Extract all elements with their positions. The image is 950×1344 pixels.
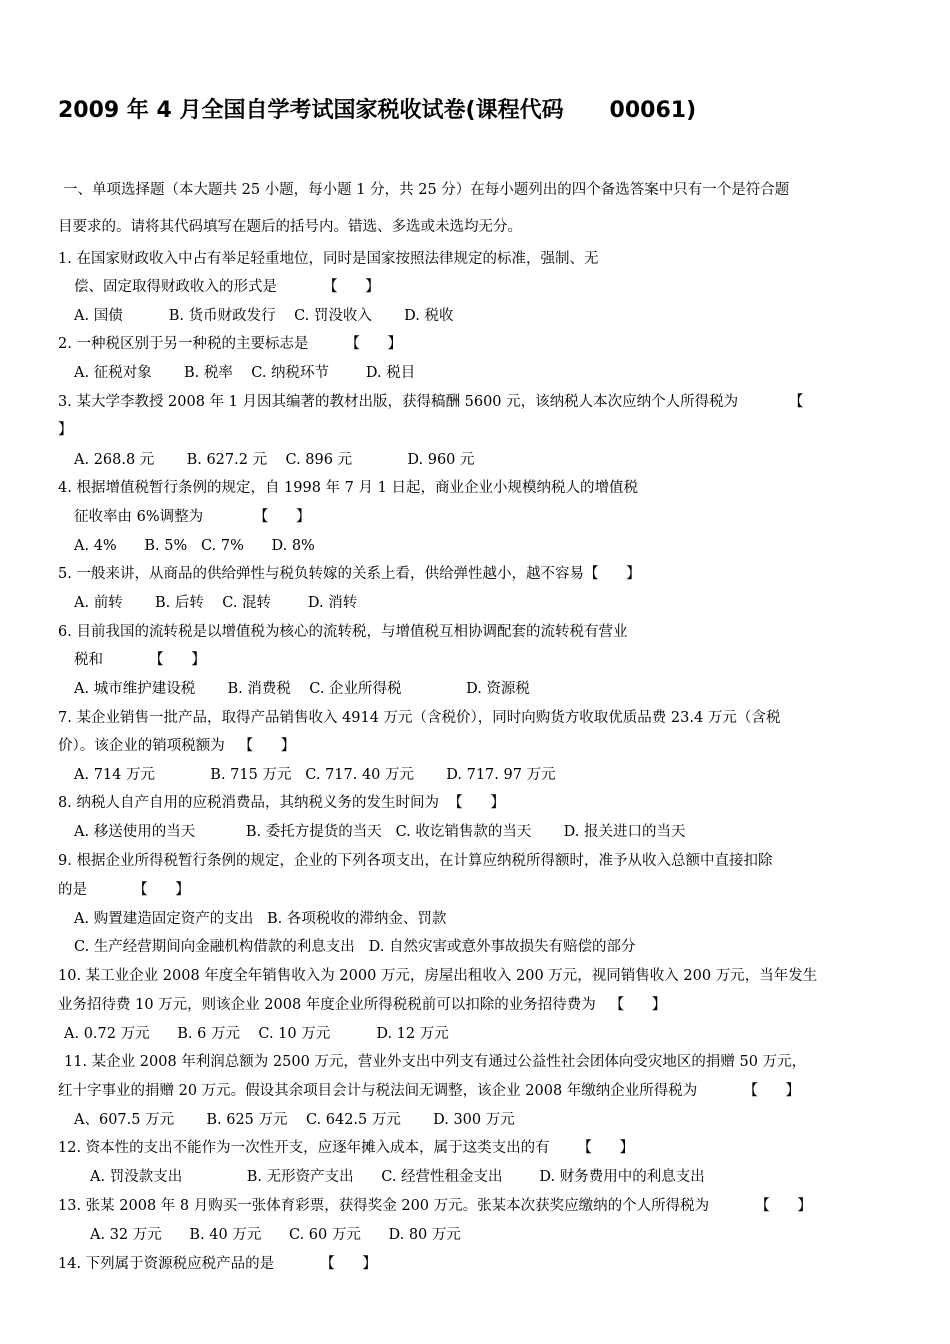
text-line: 2. 一种税区别于另一种税的主要标志是 【 】 (58, 336, 402, 352)
text-line: 4. 根据增值税暂行条例的规定，自 1998 年 7 月 1 日起，商业企业小规模纳税人的增值税 (58, 480, 638, 496)
text-line: A. 罚没款支出 B. 无形资产支出 C. 经营性租金支出 D. 财务费用中的利息支出 (90, 1169, 705, 1185)
text-line: 征收率由 6%调整为 【 】 (74, 509, 311, 525)
text-line: A. 城市维护建设税 B. 消费税 C. 企业所得税 D. 资源税 (74, 681, 530, 697)
text-line: 目要求的。请将其代码填写在题后的括号内。错选、多选或未选均无分。 (58, 219, 522, 235)
text-line: 的是 【 】 (58, 882, 190, 898)
text-line: A. 4% B. 5% C. 7% D. 8% (74, 538, 315, 554)
text-line: A. 国债 B. 货币财政发行 C. 罚没收入 D. 税收 (74, 308, 454, 324)
text-line: A. 32 万元 B. 40 万元 C. 60 万元 D. 80 万元 (90, 1227, 461, 1243)
text-line: 1. 在国家财政收入中占有举足轻重地位，同时是国家按照法律规定的标准，强制、无 (58, 251, 599, 267)
text-line: 11. 某企业 2008 年利润总额为 2500 万元，营业外支出中列支有通过公益性社会团体向受灾地区的捐赠 50 万元， (64, 1054, 807, 1070)
text-line: 偿、固定取得财政收入的形式是 【 】 (74, 279, 380, 295)
text-line: 5. 一般来讲，从商品的供给弹性与税负转嫁的关系上看，供给弹性越小，越不容易【 】 (58, 566, 641, 582)
text-line: C. 生产经营期间向金融机构借款的利息支出 D. 自然灾害或意外事故损失有赔偿的部分 (74, 939, 636, 955)
text-line: A. 714 万元 B. 715 万元 C. 717. 40 万元 D. 717. 97 万元 (74, 767, 556, 783)
text-line: 一、单项选择题（本大题共 25 小题，每小题 1 分，共 25 分）在每小题列出的四个备选答案中只有一个是符合题 (63, 182, 790, 198)
text-line: A. 购置建造固定资产的支出 B. 各项税收的滞纳金、罚款 (74, 911, 447, 927)
text-line: 7. 某企业销售一批产品，取得产品销售收入 4914 万元（含税价），同时向购货方收取优质品费 23.4 万元（含税 (58, 710, 781, 726)
text-line: 3. 某大学李教授 2008 年 1 月因其编著的教材出版，获得稿酬 5600 元，该纳税人本次应纳个人所得税为 【 (58, 394, 804, 410)
text-line: 12. 资本性的支出不能作为一次性开支，应逐年摊入成本，属于这类支出的有 【 】 (58, 1140, 634, 1156)
text-line: 9. 根据企业所得税暂行条例的规定，企业的下列各项支出，在计算应纳税所得额时，准予从收入总额中直接扣除 (58, 853, 773, 869)
text-line: A、607.5 万元 B. 625 万元 C. 642.5 万元 D. 300 万元 (74, 1112, 515, 1128)
text-line: 红十字事业的捐赠 20 万元。假设其余项目会计与税法间无调整，该企业 2008 年缴纳企业所得税为 【 】 (58, 1083, 801, 1099)
text-line: A. 前转 B. 后转 C. 混转 D. 消转 (74, 595, 358, 611)
text-line: 8. 纳税人自产自用的应税消费品，其纳税义务的发生时间为 【 】 (58, 795, 505, 811)
text-line: 价）。该企业的销项税额为 【 】 (58, 738, 296, 754)
text-line: 13. 张某 2008 年 8 月购买一张体育彩票，获得奖金 200 万元。张某本次获奖应缴纳的个人所得税为 【 】 (58, 1198, 812, 1214)
text-line: A. 0.72 万元 B. 6 万元 C. 10 万元 D. 12 万元 (64, 1026, 449, 1042)
text-line: 业务招待费 10 万元，则该企业 2008 年度企业所得税税前可以扣除的业务招待费为 【 】 (58, 997, 667, 1013)
text-line: 6. 目前我国的流转税是以增值税为核心的流转税，与增值税互相协调配套的流转税有营业 (58, 624, 628, 640)
text-line: 10. 某工业企业 2008 年度全年销售收入为 2000 万元，房屋出租收入 200 万元，视同销售收入 200 万元，当年发生 (58, 968, 818, 984)
text-line: 税和 【 】 (74, 652, 206, 668)
text-line: 14. 下列属于资源税应税产品的是 【 】 (58, 1256, 377, 1272)
page-title: 2009 年 4 月全国自学考试国家税收试卷(课程代码 00061) (58, 98, 697, 123)
text-line: A. 268.8 元 B. 627.2 元 C. 896 元 D. 960 元 (74, 452, 475, 468)
text-line: A. 移送使用的当天 B. 委托方提货的当天 C. 收讫销售款的当天 D. 报关进口的当天 (74, 824, 686, 840)
text-line: A. 征税对象 B. 税率 C. 纳税环节 D. 税目 (74, 365, 416, 381)
text-line: 】 (58, 422, 73, 438)
